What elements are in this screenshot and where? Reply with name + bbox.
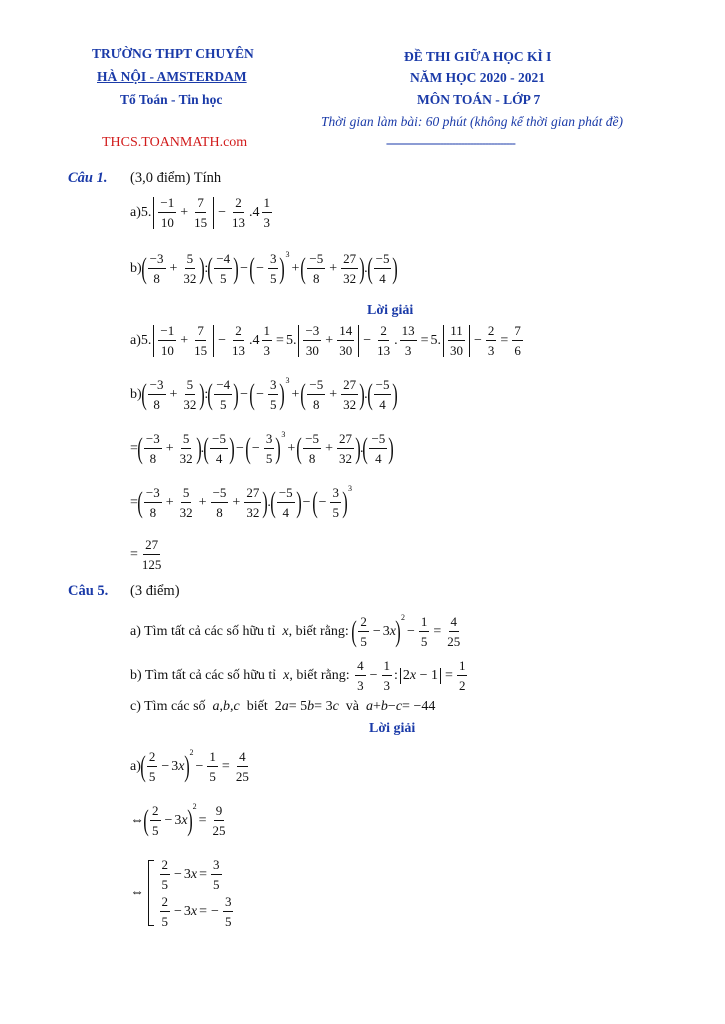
q5-part-c-text: c) Tìm các số (130, 699, 206, 714)
exam-title: ĐỀ THI GIỮA HỌC KÌ I (404, 49, 552, 64)
q5-part-a: a) Tìm tất cả các số hữu tỉ x , biết rằng: ( 2 5 − 3 x ) 2 − $\frac{1}{5}$ = $\frac{4}{25}$ (130, 613, 461, 649)
q5-part-b-tail: , biết rằng: (289, 667, 350, 683)
q5-solution-a-step3: ⇔ 2 5 − 3 x = $\frac{3}{5}$ 2 5 − 3 x = − $\frac{3}{5}$ (130, 857, 232, 929)
q1-solution-a: a)5. −1 10 + $\frac{7}{15}$ − $\frac{2}{13}$ .4 $\frac{1}{3}$ = 5. −3 30 + $\frac{14}{30}$ − $\frac{2}{13}$ . $\frac{13}{3}$ = 5. 11 30 − $\frac{2}{3}$ = $\frac{7}{6}$ (130, 323, 521, 358)
question-1-label: Câu 1. (68, 170, 108, 186)
school-name-line1: TRƯỜNG THPT CHUYÊN (92, 46, 254, 61)
q5-part-a-tail: , biết rằng: (288, 623, 349, 639)
q5-part-b: b) Tìm tất cả các số hữu tỉ x , biết rằng: 4 3 − $\frac{1}{3}$ : 2x − 1 = $\frac{1}{2}$ (130, 658, 466, 693)
q1-solution-b-result: = 27 125 (130, 537, 162, 572)
question-5-points: (3 điểm) (130, 583, 180, 599)
q5-solution-title: Lời giải (369, 721, 416, 736)
q5-part-c-mid: biết (246, 699, 268, 714)
q1-solution-title: Lời giải (367, 303, 414, 318)
q1-solution-b-step2: = ( −3 8 + $\frac{5}{32}$ ) . ( −5 4 ) − ( − $\frac{3}{5}$ ) 3 + ( −5 8 + $\frac{27}{32}$ ) . ( −5 4 ) (130, 430, 395, 466)
q5-solution-a-step2: ⇔ ( 2 5 − 3 x ) 2 = $\frac{9}{25}$ (130, 802, 226, 838)
q5-part-a-text: a) Tìm tất cả các số hữu tỉ (130, 623, 276, 639)
school-name-line2: HÀ NỘI - AMSTERDAM (97, 69, 247, 84)
time-note: Thời gian làm bài: 60 phút (không kể thời gian phát đề) (321, 114, 624, 129)
q1-part-a: a)5. −1 10 + $\frac{7}{15}$ − $\frac{2}{13}$ .4 1 3 (130, 195, 271, 230)
q5-part-c-and: và (345, 699, 360, 714)
q5-part-c: c) Tìm các số a , b , c biết 2 a = 5 b = 3 c và a + b − c = −44 (130, 699, 436, 714)
q1-part-b: b) ( −3 8 + $\frac{5}{32}$ ) : ( −4 5 ) − ( − $\frac{3}{5}$ ) 3 + ( −5 8 + $\frac{27}{32}$ ) . ( −5 4 ) (130, 250, 399, 286)
website-link[interactable]: THCS.TOANMATH.com (102, 135, 248, 150)
header-separator: ------------------------------------------- (386, 136, 515, 150)
question-5-label: Câu 5. (68, 583, 109, 599)
question-1-points: (3,0 điểm) Tính (130, 170, 222, 186)
department: Tổ Toán - Tin học (120, 92, 223, 107)
school-year: NĂM HỌC 2020 - 2021 (410, 70, 545, 85)
q5-part-b-text: b) Tìm tất cả các số hữu tỉ (130, 667, 277, 683)
q1-solution-b-step1: b) ( −3 8 + $\frac{5}{32}$ ) : ( −4 5 ) − ( − $\frac{3}{5}$ ) 3 + ( −5 8 + $\frac{27}{32}$ ) . ( −5 4 ) (130, 376, 399, 412)
q5-solution-a-step1: a) ( 2 5 − 3 x ) 2 − $\frac{1}{5}$ = $\frac{4}{25}$ (130, 748, 249, 784)
q1-solution-b-step3: = ( −3 8 + $\frac{5}{32}$ + $\frac{-5}{8}$ + $\frac{27}{32}$ ) . ( −5 4 ) − ( − $\frac{3}{5}$ ) 3 (130, 484, 352, 520)
subject: MÔN TOÁN - LỚP 7 (417, 92, 541, 107)
